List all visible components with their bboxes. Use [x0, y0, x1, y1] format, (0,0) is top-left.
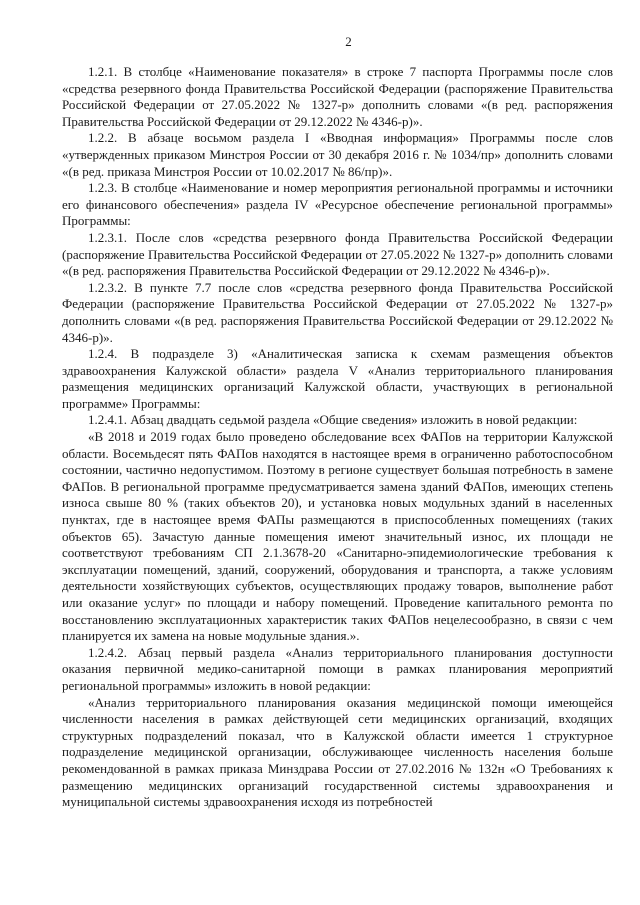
paragraph-1-2-1: 1.2.1. В столбце «Наименование показателя» в строке 7 паспорта Программы после слов «средства резервного фонда Правительства Российской Федерации (распоряжение Правительства Российской Федерации от 27.05.2022 № 1327-р» дополнить словами «(в ред. распоряжения Правительства Российской Федерации от 29.12.2022 № 4346-р)». [62, 64, 613, 129]
page-number: 2 [345, 34, 352, 49]
paragraph-quote-analysis: «Анализ территориального планирования оказания медицинской помощи имеющейся численности населения в рамках действующей сети медицинских организаций, входящих структурных подразделений показал, что в Калужской области имеется 1 структурное подразделение медицинской организации, обслуживающее численность населения больше рекомендованной в рамках приказа Минздрава России от 27.02.2016 № 132н «О Требованиях к размещению медицинских организаций государственной системы здравоохранения и муниципальной системы здравоохранения исходя из потребностей [62, 694, 613, 810]
paragraph-1-2-4: 1.2.4. В подразделе 3) «Аналитическая записка к схемам размещения объектов здравоохранения Калужской области» раздела V «Анализ территориального планирования размещения медицинских организаций Калужской области, участвующих в региональной программе» Программы: [62, 346, 613, 411]
paragraph-1-2-4-2: 1.2.4.2. Абзац первый раздела «Анализ территориального планирования доступности оказания первичной медико-санитарной помощи в рамках планирования мероприятий региональной программы» изложить в новой редакции: [62, 644, 613, 693]
paragraph-1-2-3: 1.2.3. В столбце «Наименование и номер мероприятия региональной программы и источники его финансового обеспечения» раздела IV «Ресурсное обеспечение региональной программы» Программы: [62, 180, 613, 229]
paragraph-1-2-3-1: 1.2.3.1. После слов «средства резервного фонда Правительства Российской Федерации (распоряжение Правительства Российской Федерации от 27.05.2022 № 1327-р» дополнить словами «(в ред. распоряжения Правительства Российской Федерации от 29.12.2022 № 4346-р)». [62, 229, 613, 279]
paragraph-1-2-2: 1.2.2. В абзаце восьмом раздела I «Вводная информация» Программы после слов «утвержденных приказом Минстроя России от 30 декабря 2016 г. № 1034/пр» дополнить словами «(в ред. приказа Минстроя России от 10.02.2017 № 86/пр)». [62, 130, 613, 179]
paragraph-quote-fap: «В 2018 и 2019 годах было проведено обследование всех ФАПов на территории Калужской области. Восемьдесят пять ФАПов находятся в настоящее время в ограниченно работоспособном состоянии, частично недопустимом. Поэтому в регионе существует большая потребность в замене ФАПов. В региональной программе предусматривается замена зданий ФАПов, имеющих степень износа свыше 80 % (таких объектов 20), и установка новых модульных зданий в населенных пунктах, где в настоящее время ФАПы размещаются в приспособленных помещениях (таких объектов 65). Зачастую данные помещения имеют значительный износ, их площади не соответствуют требованиям СП 2.1.3678-20 «Санитарно-эпидемиологические требования к эксплуатации помещений, зданий, сооружений, оборудования и транспорта, а также условиям деятельности хозяйствующих субъектов, осуществляющих продажу товаров, выполнение работ или оказание услуг» по площади и набору помещений. Проведение капитального ремонта по восстановлению эксплуатационных характеристик таких ФАПов нецелесообразно, в связи с чем планируется их замена на новые модульные здания.». [62, 429, 613, 644]
paragraph-1-2-4-1: 1.2.4.1. Абзац двадцать седьмой раздела «Общие сведения» изложить в новой редакции: [88, 412, 578, 428]
paragraph-1-2-3-2: 1.2.3.2. В пункте 7.7 после слов «средства резервного фонда Правительства Российской Федерации (распоряжение Правительства Российской Федерации от 27.05.2022 № 1327-р» дополнить словами «(в ред. распоряжения Правительства Российской Федерации от 29.12.2022 № 4346-р)». [62, 279, 613, 345]
